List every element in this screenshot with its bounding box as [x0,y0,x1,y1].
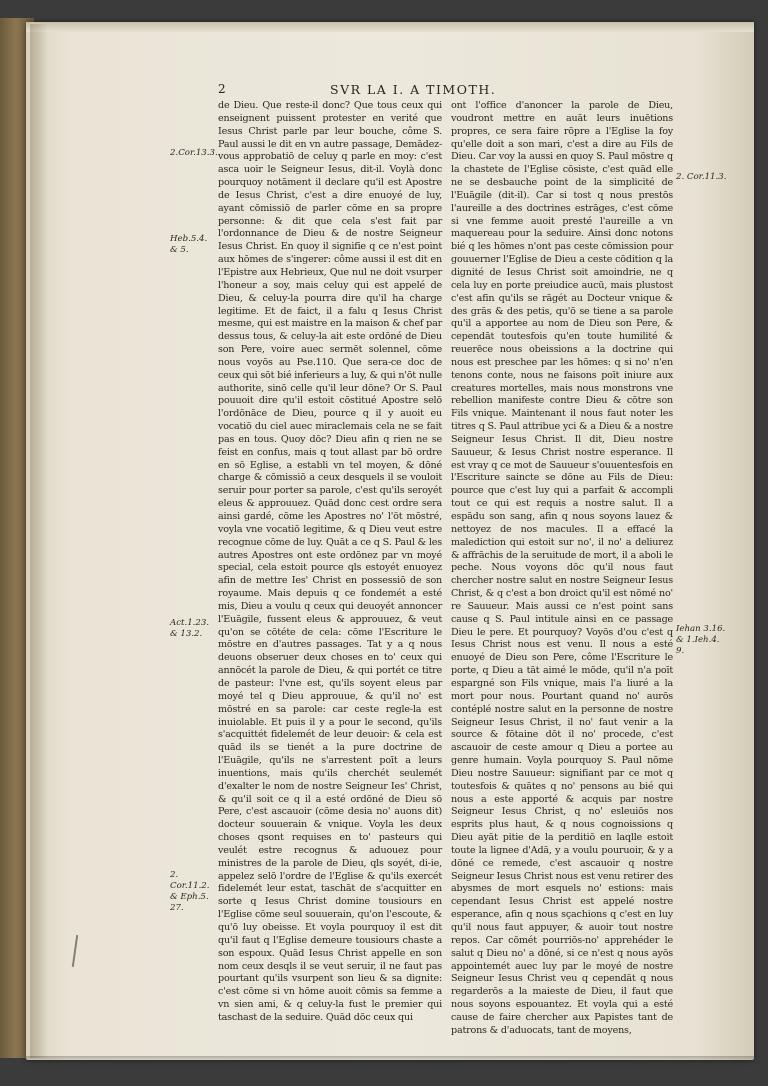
margin-note: Act.1.23. & 13.2. [170,618,210,639]
margin-note: 2. Cor.11.3. [676,172,727,182]
body-text-left: de Dieu. Que reste-il donc? Que tous ceux qui enseignent puissent protester en verité que Iesus Christ parle par leur bouche, côme S. Paul aussi le dit en vn autre passage, Demādez-vous approbatiō de celuy q parle en moy: c'est asca uoir le Seigneur Iesus, dit-il. Voylà donc pourquoy notāment il declare qu'il est Apostre de Iesus Christ, c'est a dire enuoyé de luy, ayant cōmissiō de parler cōme en sa propre personne: & dit que cela s'est fait par l'ordonnance de Dieu & de nostre Seigneur Iesus Christ. En quoy il signifie q ce n'est point aux hōmes de s'ingerer: côme aussi il est dit en l'Epistre aux Hebrieux, Que nul ne doit vsurper l'honeur a soy, mais celuy qui est appelé de Dieu, & celuy-la pourra dire qu'il ha charge legitime. Et de faict, il a falu q Iesus Christ mesme, qui est maistre en la maison & chef par dessus tous, & celuy-la ait este ordōné de Dieu son Pere, voire auec sermēt solennel, cōme nous voyōs au Pse.110. Que sera-ce doc de ceux qui sōt bié inferieurs a luy, & qui n'ōt nulle authorite, sinō celle qu'il leur dōne? Or S. Paul pouuoit dire qu'il estoit cōstitué Apostre selō l'ordōnāce de Dieu, pource q il y auoit eu vocatiō du ciel auec miraclemais cela ne se fait pas en tous. Quoy dōc? Dieu afin q rien ne se feist en confus, mais q tout allast par bō ordre en sō Eglise, a establi vn tel moyen, & dōné charge & cōmissiō a ceux desquels il se vouloit seruir pour porter sa parole, c'est qu'ils seroyét eleus & approuuez. Quād donc cest ordre sera ainsi gardé, cōme les Apostres no' l'ōt mōstré, voyla vne vocatiō legitime, & q Dieu veut estre recognue cōme de luy. Quāt a ce q S. Paul & les autres Apostres ont este ordōnez par vn moyé special, cela estoit pource qls estoyét enuoyez afin de mettre Ies' Christ en possessiō de son royaume. Mais depuis q ce fondemét a esté mis, Dieu a voulu q ceux qui deuoyét annoncer l'Euāgile, fussent eleus & approuuez, & veut qu'on se cōtéte de cela: cōme l'Escriture le mōstre en d'autres passages. Tat y a q nous deuons obseruer deux choses en to' ceux qui annōcét la parole de Dieu, & qui portét ce titre de pasteur: l'vne est, qu'ils soyent eleus par moyé tel q Dieu approuue, & qu'il no' est mōstré en sa parole: car ceste regle-la est inuiolable. Et puis il y a pour le second, qu'ils s'acquittét fidelemét de leur deuoir: & cela est quād ils se tienét a la pure doctrine de l'Euāgile, qu'ils ne s'arrestent poīt a leurs inuentions, mais qu'ils cherchét seulemét d'exalter le nom de nostre Seigneur Ies' Christ, & qu'il soit ce q il a esté ordōné de Dieu sō Pere, c'est ascauoir (cōme desia no' auons dit) docteur souuerain & vnique. Voyla les deux choses qsont requises en to' pasteurs qui veulét estre recognus & aduouez pour ministres de la parole de Dieu, qls soyét, di-ie, appelez selō l'ordre de l'Eglise & qu'ils exercét fidelemét leur estat, taschāt de s'acquitter en sorte q Iesus Christ domine tousiours en l'Eglise cōme seul souuerain, qu'on l'escoute, & qu'ō luy obeisse. Et voyla pourquoy il est dit qu'il faut q l'Eglise demeure tousiours chaste a son espoux. Quād Iesus Christ appelle en son nom ceux desqls il se veut seruir, il ne faut pas pourtant qu'ils vsurpent son lieu & sa dignite: c'est cōme si vn hōme auoit cōmis sa femme a vn sien ami, & q celuy-la fust le premier qui taschast de la seduire. Quād dōc ceux qui [218,100,442,1023]
text-column-left [218,100,442,1023]
page-number: 2 [218,82,227,96]
binding-shadow [30,24,48,1058]
text-column-right [451,100,673,1036]
margin-note: Heb.5.4. & 5. [170,234,208,255]
page-header [0,82,768,100]
margin-note: Iehan 3.16. & 1.Ieh.4. 9. [676,624,726,656]
page-top-edge [26,22,754,32]
margin-note: 2. Cor.11.2. & Eph.5. 27. [170,870,210,913]
page-bottom-shadow [26,1056,754,1062]
margin-note: 2.Cor.13.3. [170,148,218,158]
body-text-right: ont l'office d'anoncer la parole de Dieu, voudront mettre en auāt leurs inuētions propres, ce sera faire rōpre a l'Eglise la foy qu'elle doit a son mari, c'est a dire au Fils de Dieu. Car voy la aussi en quoy S. Paul mōstre q la chastete de l'Eglise cōsiste, c'est quād elle ne se desbauche point de la simplicité de l'Euāgile (dit-il). Car si tost q nous prestōs l'aureille a des doctrines estrāges, c'est cōme si vne femme auoit presté l'aureille a vn maquereau pour la seduire. Ainsi donc notons bié q les hōmes n'ont pas ceste cōmission pour gouuerner l'Eglise de Dieu a ceste cōdition q la dignité de Iesus Christ soit amoindrie, ne q cela luy en porte preiudice aucū, mais plustost c'est afin qu'ils se rāgét au Docteur vnique & des grās & des petis, qu'ō se tiene a sa parole qu'il a apportee au nom de Dieu son Pere, & cependāt toutesfois qu'en toute humilité & reuerēce nous obeissions a la doctrine qui nous est preschee par les hōmes: q si no' n'en tenons conte, nous ne faisons poīt iniure aux creatures mortelles, mais nous monstrons vne rebellion manifeste contre Dieu & cōtre son Fils vnique. Maintenant il nous faut noter les titres q S. Paul attribue yci & a Dieu & a nostre Seigneur Iesus Christ. Il dit, Dieu nostre Sauueur, & Iesus Christ nostre esperance. Il est vray q ce mot de Sauueur s'ouuentesfois en l'Escriture saincte se dōne au Fils de Dieu: pource que c'est luy qui a parfait & accompli tout ce qui est requis a nostre salut. Il a espādu son sang, afin q nous soyons lauez & nettoyez de nos macules. Il a effacé la malediction qui estoit sur no', il no' a deliurez & affrāchis de la seruitude de mort, il a aboli le peche. Nous voyons dōc qu'il nous faut chercher nostre salut en nostre Seigneur Iesus Christ, & q c'est a bon droict qu'il est nōmé no' re Sauueur. Mais aussi ce n'est point sans cause q S. Paul intitule ainsi en ce passage Dieu le pere. Et pourquoy? Voyōs d'ou c'est q Iesus Christ nous est venu. Il nous a esté enuoyé de Dieu son Pere, côme l'Escriture le porte, q Dieu a tāt aimé le mōde, qu'il n'a poīt espargné son Fils vnique, mais l'a liuré a la mort pour nous. Pourtant quand no' aurōs contéplé nostre salut en la personne de nostre Seigneur Iesus Christ, il no' faut venir a la source & fōtaine dōt il no' procede, c'est ascauoir de ceste amour q Dieu a portee au genre humain. Voyla pourquoy S. Paul nōme Dieu nostre Sauueur: signifiant par ce mot q toutesfois & quātes q no' pensons au bié qui nous a este apporté & acquis par nostre Seigneur Iesus Christ, q no' esleuiōs nos esprits plus haut, & q nous cognoissions q Dieu ayāt pitie de la perditiō en laqlle estoit toute la lignee d'Adā, y a voulu pouruoir, & y a dōné ce remede, c'est ascauoir q nostre Seigneur Iesus Christ nous est venu retirer des abysmes de mort esquels no' estions: mais cependant Iesus Christ est appelé nostre esperance, afin q nous sçachions q c'est en luy qu'il nous faut appuyer, & auoir tout nostre repos. Car cōmét pourriōs-no' apprehéder le salut q Dieu no' a dōné, si ce n'est q nous ayōs appointemét auec luy par le moyé de nostre Seigneur Iesus Christ veu q cependāt q nous regarderōs a la maieste de Dieu, il faut que nous soyons espouantez. Et voyla qui a esté cause de faire chercher aux Papistes tant de patrons & d'aduocats, tant de moyens, [451,100,673,1036]
running-title: SVR LA I. A TIMOTH. [330,82,497,97]
